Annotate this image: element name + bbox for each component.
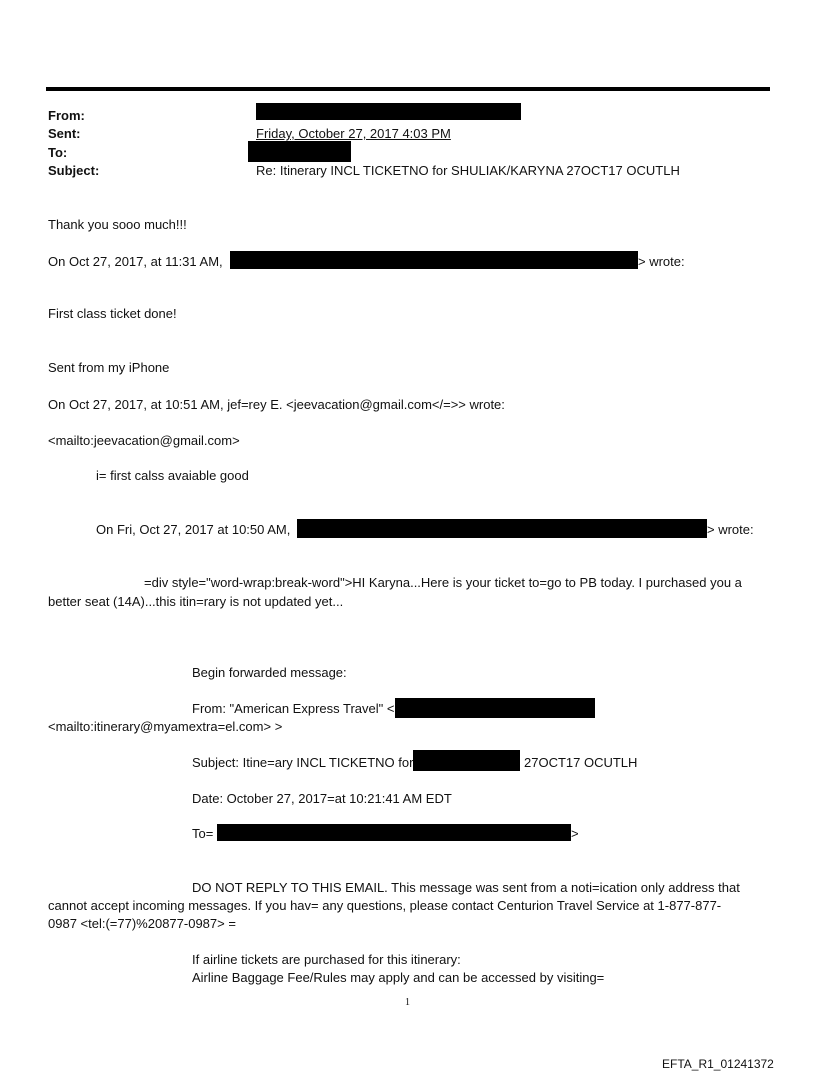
thanks-text: Thank you sooo much!!! bbox=[48, 217, 187, 232]
reply1-suffix: > wrote: bbox=[638, 254, 685, 269]
fwd-from: From: "American Express Travel" < bbox=[192, 701, 395, 716]
dnr-line1: DO NOT REPLY TO THIS EMAIL. This message was sent from a noti=ication only address that bbox=[192, 880, 740, 895]
redaction-to bbox=[248, 141, 351, 162]
sent-from-text: Sent from my iPhone bbox=[48, 360, 170, 375]
fwd-to-suffix: > bbox=[571, 826, 579, 841]
div-line1: =div style="word-wrap:break-word">HI Karyna...Here is your ticket to=go to PB today. I purchased you a bbox=[144, 575, 742, 590]
dnr-line2: cannot accept incoming messages. If you hav= any questions, please contact Centurion Travel Service at 1-877-877- bbox=[48, 898, 722, 913]
fwd-date: Date: October 27, 2017=at 10:21:41 AM EDT bbox=[192, 791, 452, 806]
fwd-mailto: <mailto:itinerary@myamextra=el.com> > bbox=[48, 719, 283, 734]
redaction-fwd-to bbox=[217, 824, 571, 841]
first-class-text: First class ticket done! bbox=[48, 306, 177, 321]
subject-label: Subject: bbox=[48, 163, 100, 178]
sent-label: Sent: bbox=[48, 126, 81, 141]
from-label: From: bbox=[48, 108, 85, 123]
redaction-fwd-from bbox=[395, 698, 595, 718]
reply3-prefix: On Fri, Oct 27, 2017 at 10:50 AM, bbox=[96, 522, 291, 537]
redaction-fwd-subject bbox=[413, 750, 520, 771]
redaction-reply3 bbox=[297, 519, 707, 538]
dnr-line3: 0987 <tel:(=77)%20877-0987> = bbox=[48, 916, 236, 931]
fwd-subject-prefix: Subject: Itine=ary INCL TICKETNO for bbox=[192, 755, 414, 770]
reply3-suffix: > wrote: bbox=[707, 522, 754, 537]
fwd-to-prefix: To= bbox=[192, 826, 214, 841]
airline-line1: If airline tickets are purchased for this itinerary: bbox=[192, 952, 461, 967]
header-rule bbox=[46, 87, 770, 91]
reply1-prefix: On Oct 27, 2017, at 11:31 AM, bbox=[48, 254, 223, 269]
div-line2: better seat (14A)...this itin=rary is not updated yet... bbox=[48, 594, 344, 609]
page-number: 1 bbox=[405, 997, 410, 1008]
redaction-reply1 bbox=[230, 251, 638, 269]
mailto1-text: <mailto:jeevacation@gmail.com> bbox=[48, 433, 240, 448]
airline-line2: Airline Baggage Fee/Rules may apply and can be accessed by visiting= bbox=[192, 970, 605, 985]
document-id: EFTA_R1_01241372 bbox=[662, 1057, 774, 1071]
reply2-text: On Oct 27, 2017, at 10:51 AM, jef=rey E. <jeevacation@gmail.com</=>> wrote: bbox=[48, 397, 505, 412]
redaction-from bbox=[256, 103, 521, 120]
sent-value: Friday, October 27, 2017 4:03 PM bbox=[256, 126, 451, 141]
to-label: To: bbox=[48, 145, 68, 160]
subject-value: Re: Itinerary INCL TICKETNO for SHULIAK/KARYNA 27OCT17 OCUTLH bbox=[256, 163, 680, 178]
begin-forwarded: Begin forwarded message: bbox=[192, 665, 347, 680]
first-calss-text: i= first calss avaiable good bbox=[96, 468, 249, 483]
fwd-subject-suffix: 27OCT17 OCUTLH bbox=[524, 755, 638, 770]
